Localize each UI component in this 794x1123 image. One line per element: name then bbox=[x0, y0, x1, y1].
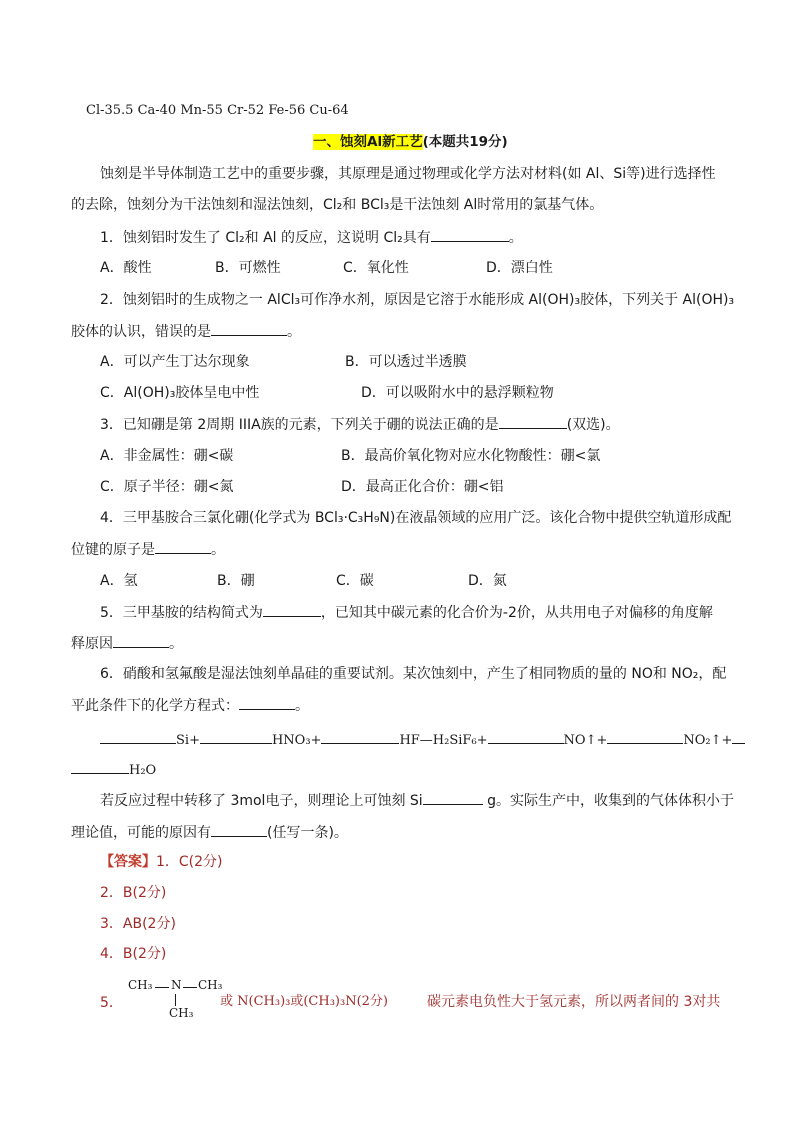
q2-option-b: B．可以透过半透膜 bbox=[345, 354, 467, 370]
question-4-line-1: 4．三甲基胺合三氯化硼(化学式为 BCl₃·C₃H₉N)在液晶领域的应用广泛。该化合物中提供空轨道形成配 bbox=[100, 510, 732, 526]
struct-n: N bbox=[171, 978, 182, 992]
question-2-line-1: 2．蚀刻铝时的生成物之一 AlCl₃可作净水剂，原因是它溶于水能形成 Al(OH)₃胶体，下列关于 Al(OH)₃ bbox=[100, 292, 735, 308]
eq-si: Si+ bbox=[176, 733, 200, 748]
atomic-masses: Cl-35.5 Ca-40 Mn-55 Cr-52 Fe-56 Cu-64 bbox=[86, 103, 349, 118]
coef-no2-blank[interactable] bbox=[607, 729, 683, 744]
answer-2: 2．B(2分) bbox=[100, 885, 167, 901]
answer-5-formula: 或 N(CH₃)₃或(CH₃)₃N(2分) bbox=[220, 994, 388, 1009]
q6-mass-blank[interactable] bbox=[423, 790, 483, 805]
q6-mass-text: 若反应过程中转移了 3mol电子，则理论上可蚀刻 Si bbox=[100, 793, 423, 809]
q4-stem-end: 。 bbox=[211, 542, 225, 558]
answer-tag: 【答案】 bbox=[100, 854, 156, 870]
q2-answer-blank[interactable] bbox=[211, 321, 287, 336]
coef-si-blank[interactable] bbox=[100, 729, 176, 744]
q3-stem-text: 3．已知硼是第 2周期 IIIA族的元素，下列关于硼的说法正确的是 bbox=[100, 417, 499, 433]
q2-option-c: C．Al(OH)₃胶体呈电中性 bbox=[100, 385, 260, 401]
answer-1 bbox=[100, 852, 223, 872]
q1-option-b: B．可燃性 bbox=[215, 260, 281, 276]
q4-option-c: C．碳 bbox=[336, 573, 374, 589]
q2-option-a: A．可以产生丁达尔现象 bbox=[100, 354, 250, 370]
question-3-stem bbox=[100, 414, 620, 435]
struct-bond-down bbox=[175, 994, 176, 1006]
answer-1-text: 1．C(2分) bbox=[156, 854, 223, 870]
q5-stem-cont: ，已知其中碳元素的化合价为-2价，从共用电子对偏移的角度解 bbox=[320, 605, 713, 621]
answer-4: 4．B(2分) bbox=[100, 946, 167, 962]
question-6-line-2 bbox=[71, 695, 309, 716]
q2-stem-end: 。 bbox=[287, 324, 301, 340]
struct-bond-left bbox=[155, 987, 169, 988]
q3-option-a: A．非金属性：硼<碳 bbox=[100, 448, 234, 464]
q4-answer-blank[interactable] bbox=[155, 539, 211, 554]
q5-reason-label: 释原因 bbox=[71, 636, 113, 652]
q3-option-d: D．最高正化合价：硼<铝 bbox=[341, 479, 504, 495]
section-title bbox=[313, 132, 508, 152]
answer-5-number: 5． bbox=[100, 995, 123, 1011]
intro-line-1: 蚀刻是半导体制造工艺中的重要步骤，其原理是通过物理或化学方法对材料(如 Al、Si等)进行选择性 bbox=[100, 166, 716, 182]
q6-mass-cont: g。实际生产中，收集到的气体体积小于 bbox=[482, 793, 735, 809]
q2-stem-text: 胶体的认识，错误的是 bbox=[71, 324, 211, 340]
eq-hno3: HNO₃+ bbox=[271, 733, 322, 748]
question-6-line-5 bbox=[100, 790, 734, 811]
question-1-stem bbox=[100, 227, 523, 248]
q5-reason-blank[interactable] bbox=[113, 633, 169, 648]
struct-ch3-left: CH₃ bbox=[128, 978, 153, 992]
question-4-line-2 bbox=[71, 539, 225, 560]
struct-ch3-right: CH₃ bbox=[198, 978, 223, 992]
q6-equation-blank[interactable] bbox=[239, 695, 295, 710]
q1-stem-end: 。 bbox=[508, 230, 523, 246]
answer-3: 3．AB(2分) bbox=[100, 916, 176, 932]
coef-h2o-blank[interactable] bbox=[71, 759, 129, 774]
question-5-line-2 bbox=[71, 633, 183, 654]
eq-no: NO↑+ bbox=[563, 733, 608, 748]
question-5-line-1 bbox=[100, 602, 713, 623]
q3-stem-end: (双选)。 bbox=[566, 417, 620, 433]
section-title-highlight: 一、蚀刻Al新工艺 bbox=[313, 134, 423, 150]
q6-reason-end: (任写一条)。 bbox=[267, 825, 348, 841]
q1-option-d: D．漂白性 bbox=[486, 260, 553, 276]
q1-option-c: C．氧化性 bbox=[343, 260, 409, 276]
question-2-line-2 bbox=[71, 321, 301, 342]
struct-ch3-bottom: CH₃ bbox=[169, 1006, 194, 1020]
coef-hno3-blank[interactable] bbox=[200, 729, 272, 744]
eq-no2: NO₂↑+ bbox=[683, 733, 733, 748]
q1-option-a: A．酸性 bbox=[100, 260, 152, 276]
question-6-line-1: 6．硝酸和氢氟酸是湿法蚀刻单晶硅的重要试剂。某次蚀刻中，产生了相同物质的量的 NO和 NO₂，配 bbox=[100, 666, 727, 682]
intro-line-2: 的去除，蚀刻分为干法蚀刻和湿法蚀刻，Cl₂和 BCl₃是干法蚀刻 Al时常用的氯基气体。 bbox=[71, 197, 604, 213]
q4-option-a: A．氢 bbox=[100, 573, 138, 589]
coef-no-blank[interactable] bbox=[488, 729, 564, 744]
struct-bond-right bbox=[183, 987, 197, 988]
q6-stem-end: 。 bbox=[295, 698, 309, 714]
q5-formula-blank[interactable] bbox=[263, 602, 321, 617]
question-6-line-6 bbox=[71, 822, 348, 843]
section-title-score: (本题共19分) bbox=[422, 134, 508, 150]
trimethylamine-structure bbox=[128, 974, 224, 1024]
q4-stem-text: 位键的原子是 bbox=[71, 542, 155, 558]
eq-h2o: H₂O bbox=[129, 763, 157, 778]
coef-hf-blank[interactable] bbox=[321, 729, 399, 744]
q1-stem-text: 1．蚀刻铝时发生了 Cl₂和 Al 的反应，这说明 Cl₂具有 bbox=[100, 230, 431, 246]
q6-equation-line-2 bbox=[71, 759, 156, 781]
q4-option-d: D．氮 bbox=[468, 573, 507, 589]
q5-stem-end: 。 bbox=[169, 636, 183, 652]
q4-option-b: B．硼 bbox=[217, 573, 255, 589]
q3-option-b: B．最高价氧化物对应水化物酸性：硼<氯 bbox=[341, 448, 601, 464]
q1-answer-blank[interactable] bbox=[431, 227, 509, 242]
coef-h2o-blank-start[interactable] bbox=[732, 729, 745, 744]
q6-reason-text: 理论值，可能的原因有 bbox=[71, 825, 211, 841]
q6-equation-line bbox=[100, 729, 745, 751]
eq-hf: HF—H₂SiF₆+ bbox=[399, 733, 488, 748]
q6-reason-blank[interactable] bbox=[211, 822, 267, 837]
q6-stem-text: 平此条件下的化学方程式： bbox=[71, 698, 239, 714]
q3-answer-blank[interactable] bbox=[499, 414, 567, 429]
answer-5-explanation: 碳元素电负性大于氢元素，所以两者间的 3对共 bbox=[427, 994, 721, 1010]
q5-stem-text: 5．三甲基胺的结构简式为 bbox=[100, 605, 263, 621]
q2-option-d: D．可以吸附水中的悬浮颗粒物 bbox=[361, 385, 554, 401]
q3-option-c: C．原子半径：硼<氮 bbox=[100, 479, 234, 495]
